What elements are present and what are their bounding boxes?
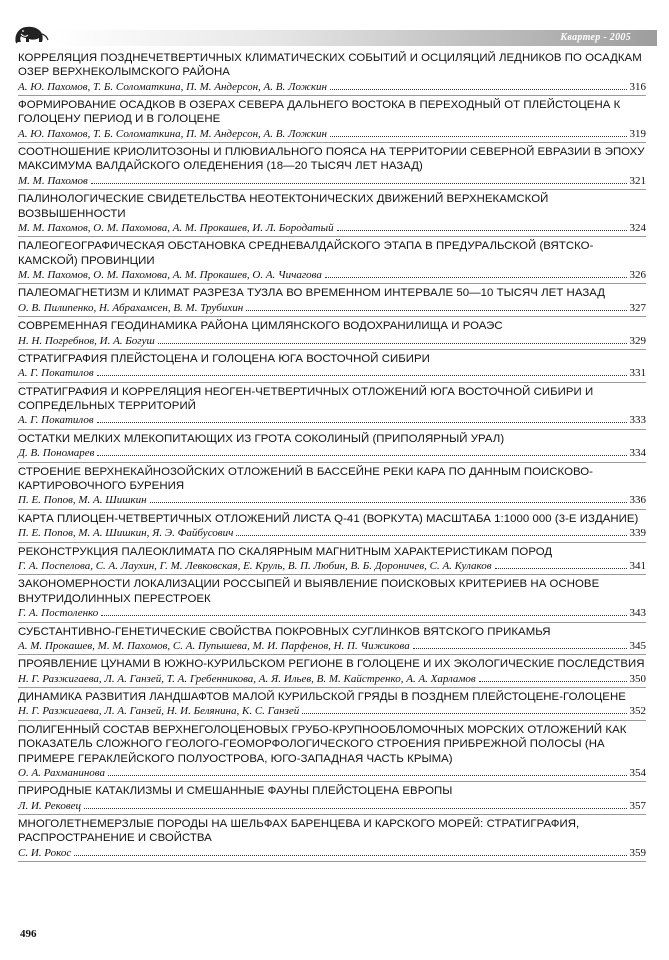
- article-title: СУБСТАНТИВНО-ГЕНЕТИЧЕСКИЕ СВОЙСТВА ПОКРОВНЫХ СУГЛИНКОВ ВЯТСКОГО ПРИКАМЬЯ: [18, 625, 551, 638]
- dot-leader: [158, 334, 627, 344]
- toc-entry: [18, 465, 646, 510]
- author-line: [18, 268, 646, 283]
- author-line: [18, 639, 646, 654]
- author-line: [18, 221, 646, 236]
- article-title: ПАЛЕОГЕОГРАФИЧЕСКАЯ ОБСТАНОВКА СРЕДНЕВАЛДАЙСКОГО ЭТАПА В ПРЕДУРАЛЬСКОЙ (ВЯТСКО-КАМСКОЙ) ПРОВИНЦИИ: [18, 240, 594, 267]
- article-authors: М. М. Пахомов: [18, 174, 88, 187]
- article-title: ПАЛИНОЛОГИЧЕСКИЕ СВИДЕТЕЛЬСТВА НЕОТЕКТОНИЧЕСКИХ ДВИЖЕНИЙ ВЕРХНЕКАМСКОЙ ВОЗВЫШЕННОСТИ: [18, 193, 549, 220]
- article-page-number: 359: [629, 846, 646, 859]
- article-authors: А. Ю. Пахомов, Т. Б. Соломаткина, П. М. Андерсон, А. В. Ложкин: [18, 127, 328, 140]
- article-authors: А. Ю. Пахомов, Т. Б. Соломаткина, П. М. Андерсон, А. В. Ложкин: [18, 80, 328, 93]
- running-header: [12, 24, 657, 48]
- article-page-number: 324: [629, 221, 646, 234]
- article-page-number: 316: [629, 80, 646, 93]
- article-page-number: 357: [629, 799, 646, 812]
- toc-entry: [18, 690, 646, 721]
- article-page-number: 326: [629, 268, 646, 281]
- article-title: ПРИРОДНЫЕ КАТАКЛИЗМЫ И СМЕШАННЫЕ ФАУНЫ ПЛЕЙСТОЦЕНА ЕВРОПЫ: [18, 785, 453, 798]
- article-title: ПОЛИГЕННЫЙ СОСТАВ ВЕРХНЕГОЛОЦЕНОВЫХ ГРУБО-КРУПНООБЛОМОЧНЫХ МОРСКИХ ОТЛОЖЕНИЙ КАК ПОКАЗАТЕЛЬ СЛОЖНОГО ГЕОЛОГО-ГЕОМОРФОЛОГИЧЕСКОГО СТРОЕНИЯ ПРИБРЕЖНОЙ ПОЛОСЫ (НА ПРИМЕРЕ ГЕРАКЛЕЙСКОГО ПОЛУОСТРОВА, ЮГО-ЗАПАДНАЯ ЧАСТЬ КРЫМА): [18, 723, 627, 765]
- author-line: [18, 493, 646, 508]
- article-authors: Г. А. Постоленко: [18, 607, 99, 620]
- article-title: РЕКОНСТРУКЦИЯ ПАЛЕОКЛИМАТА ПО СКАЛЯРНЫМ МАГНИТНЫМ ХАРАКТЕРИСТИКАМ ПОРОД: [18, 545, 553, 558]
- article-title: КАРТА ПЛИОЦЕН-ЧЕТВЕРТИЧНЫХ ОТЛОЖЕНИЙ ЛИСТА Q-41 (ВОРКУТА) МАСШТАБА 1:1000 000 (3-Е ИЗДАНИЕ): [18, 512, 639, 525]
- dot-leader: [479, 672, 627, 682]
- article-page-number: 336: [629, 494, 646, 507]
- article-page-number: 339: [629, 527, 646, 540]
- article-page-number: 327: [629, 301, 646, 314]
- article-page-number: 329: [629, 334, 646, 347]
- dot-leader: [413, 639, 627, 649]
- author-line: [18, 446, 646, 461]
- dot-leader: [84, 799, 627, 809]
- dot-leader: [302, 704, 626, 714]
- article-title: КОРРЕЛЯЦИЯ ПОЗДНЕЧЕТВЕРТИЧНЫХ КЛИМАТИЧЕСКИХ СОБЫТИЙ И ОСЦИЛЯЦИЙ ЛЕДНИКОВ ПО ОСАДКАМ ОЗЕР ВЕРХНЕКОЛЫМСКОГО РАЙОНА: [18, 52, 642, 79]
- toc-entry: [18, 432, 646, 463]
- dot-leader: [330, 127, 626, 137]
- toc-entry: [18, 784, 646, 815]
- dot-leader: [97, 413, 627, 423]
- article-page-number: 354: [629, 766, 646, 779]
- article-title: ФОРМИРОВАНИЕ ОСАДКОВ В ОЗЕРАХ СЕВЕРА ДАЛЬНЕГО ВОСТОКА В ПЕРЕХОДНЫЙ ОТ ПЛЕЙСТОЦЕНА К ГОЛОЦЕНУ ПЕРИОД И В ГОЛОЦЕНЕ: [18, 99, 621, 126]
- article-authors: А. Г. Покатилов: [18, 367, 94, 380]
- toc-entry: [18, 352, 646, 383]
- article-title: СТРОЕНИЕ ВЕРХНЕКАЙНОЗОЙСКИХ ОТЛОЖЕНИЙ В БАССЕЙНЕ РЕКИ КАРА ПО ДАННЫМ ПОИСКОВО-КАРТИРОВОЧНОГО БУРЕНИЯ: [18, 465, 594, 493]
- article-authors: А. М. Прокашев, М. М. Пахомов, С. А. Пупышева, М. И. Парфенов, Н. П. Чижикова: [18, 639, 410, 652]
- dot-leader: [91, 174, 627, 184]
- toc-entry: [18, 98, 646, 143]
- dot-leader: [236, 526, 626, 536]
- author-line: [18, 127, 646, 142]
- article-title: СООТНОШЕНИЕ КРИОЛИТОЗОНЫ И ПЛЮВИАЛЬНОГО ПОЯСА НА ТЕРРИТОРИИ СЕВЕРНОЙ ЕВРАЗИИ В ЭПОХУ МАКСИМУМА ВАЛДАЙСКОГО ОЛЕДЕНЕНИЯ (18—20 ТЫСЯЧ ЛЕТ НАЗАД): [18, 146, 645, 173]
- toc-entry: [18, 625, 646, 656]
- dot-leader: [325, 268, 627, 278]
- toc-entry: [18, 192, 646, 237]
- article-page-number: 333: [629, 414, 646, 427]
- article-title: СТРАТИГРАФИЯ ПЛЕЙСТОЦЕНА И ГОЛОЦЕНА ЮГА ВОСТОЧНОЙ СИБИРИ: [18, 353, 430, 366]
- article-page-number: 334: [629, 447, 646, 460]
- article-page-number: 321: [629, 174, 646, 187]
- author-line: [18, 301, 646, 316]
- article-authors: О. А. Рахманинова: [18, 766, 105, 779]
- author-line: [18, 846, 646, 861]
- article-authors: П. Е. Попов, М. А. Шишкин, Я. Э. Файбусович: [18, 527, 234, 540]
- article-title: ОСТАТКИ МЕЛКИХ МЛЕКОПИТАЮЩИХ ИЗ ГРОТА СОКОЛИНЫЙ (ПРИПОЛЯРНЫЙ УРАЛ): [18, 432, 505, 445]
- dot-leader: [97, 446, 626, 456]
- author-line: [18, 80, 646, 95]
- article-title: ПРОЯВЛЕНИЕ ЦУНАМИ В ЮЖНО-КУРИЛЬСКОМ РЕГИОНЕ В ГОЛОЦЕНЕ И ИХ ЭКОЛОГИЧЕСКИЕ ПОСЛЕДСТВИЯ: [18, 658, 645, 671]
- author-line: [18, 559, 646, 574]
- article-page-number: 331: [629, 367, 646, 380]
- dot-leader: [97, 366, 627, 376]
- author-line: [18, 704, 646, 719]
- author-line: [18, 606, 646, 621]
- article-authors: П. Е. Попов, М. А. Шишкин: [18, 494, 147, 507]
- article-authors: Н. Н. Погребнов, И. А. Богуш: [18, 334, 155, 347]
- dot-leader: [495, 559, 627, 569]
- article-page-number: 343: [629, 607, 646, 620]
- article-title: СОВРЕМЕННАЯ ГЕОДИНАМИКА РАЙОНА ЦИМЛЯНСКОГО ВОДОХРАНИЛИЩА И РОАЭС: [18, 320, 503, 333]
- dot-leader: [330, 80, 626, 90]
- toc-entry: [18, 723, 646, 782]
- dot-leader: [101, 606, 626, 616]
- dot-leader: [337, 221, 627, 231]
- article-authors: О. В. Пилипенко, Н. Абрахамсен, В. М. Трубихин: [18, 301, 244, 314]
- toc-entry: [18, 577, 646, 622]
- article-title: ПАЛЕОМАГНЕТИЗМ И КЛИМАТ РАЗРЕЗА ТУЗЛА ВО ВРЕМЕННОМ ИНТЕРВАЛЕ 50—10 ТЫСЯЧ ЛЕТ НАЗАД: [18, 287, 606, 300]
- article-authors: М. М. Пахомов, О. М. Пахомова, А. М. Прокашев, И. Л. Бородатый: [18, 221, 334, 234]
- author-line: [18, 334, 646, 349]
- article-authors: Н. Г. Разжигаева, Л. А. Ганзей, Т. А. Гребенникова, А. Я. Ильев, В. М. Кайстренко, А. А. Харламов: [18, 672, 476, 685]
- article-page-number: 319: [629, 127, 646, 140]
- page-number: 496: [20, 928, 37, 940]
- toc-entry: [18, 385, 646, 430]
- article-authors: Л. И. Рековец: [18, 799, 81, 812]
- toc-entry: [18, 319, 646, 350]
- toc-entry: [18, 545, 646, 576]
- dot-leader: [150, 493, 627, 503]
- article-authors: Г. А. Поспелова, С. А. Лаухин, Г. М. Левковская, Е. Круль, В. П. Любин, В. Б. Дороничев, С. А. Кулаков: [18, 559, 492, 572]
- journal-label: Квартер - 2005: [560, 32, 631, 43]
- article-authors: М. М. Пахомов, О. М. Пахомова, А. М. Прокашев, О. А. Чичагова: [18, 268, 322, 281]
- article-page-number: 341: [629, 559, 646, 572]
- article-title: СТРАТИГРАФИЯ И КОРРЕЛЯЦИЯ НЕОГЕН-ЧЕТВЕРТИЧНЫХ ОТЛОЖЕНИЙ ЮГА ВОСТОЧНОЙ СИБИРИ И СОПРЕДЕЛЬНЫХ ТЕРРИТОРИЙ: [18, 385, 594, 413]
- toc-entry: [18, 657, 646, 688]
- article-title: ЗАКОНОМЕРНОСТИ ЛОКАЛИЗАЦИИ РОССЫПЕЙ И ВЫЯВЛЕНИЕ ПОИСКОВЫХ КРИТЕРИЕВ НА ОСНОВЕ ВНУТРИДОЛИННЫХ ПЕРЕСТРОЕК: [18, 578, 600, 605]
- article-page-number: 350: [629, 672, 646, 685]
- author-line: [18, 174, 646, 189]
- dot-leader: [246, 301, 626, 311]
- toc-entry: [18, 239, 646, 284]
- dot-leader: [108, 766, 627, 776]
- toc-entry: [18, 512, 646, 543]
- article-authors: Н. Г. Разжигаева, Л. А. Ганзей, Н. И. Белянина, К. С. Ганзей: [18, 705, 300, 718]
- article-authors: Д. В. Пономарев: [18, 447, 95, 460]
- toc-entry: [18, 286, 646, 317]
- table-of-contents: [18, 51, 646, 864]
- article-title: МНОГОЛЕТНЕМЕРЗЛЫЕ ПОРОДЫ НА ШЕЛЬФАХ БАРЕНЦЕВА И КАРСКОГО МОРЕЙ: СТРАТИГРАФИЯ, РАСПРОСТРАНЕНИЕ И СВОЙСТВА: [18, 818, 580, 845]
- author-line: [18, 526, 646, 541]
- article-authors: С. И. Рокос: [18, 846, 72, 859]
- toc-entry: [18, 817, 646, 862]
- author-line: [18, 413, 646, 428]
- author-line: [18, 766, 646, 781]
- author-line: [18, 799, 646, 814]
- toc-entry: [18, 51, 646, 96]
- toc-entry: [18, 145, 646, 190]
- article-authors: А. Г. Покатилов: [18, 414, 94, 427]
- author-line: [18, 366, 646, 381]
- article-page-number: 345: [629, 639, 646, 652]
- author-line: [18, 672, 646, 687]
- article-title: ДИНАМИКА РАЗВИТИЯ ЛАНДШАФТОВ МАЛОЙ КУРИЛЬСКОЙ ГРЯДЫ В ПОЗДНЕМ ПЛЕЙСТОЦЕНЕ-ГОЛОЦЕНЕ: [18, 691, 626, 704]
- article-page-number: 352: [629, 705, 646, 718]
- mammoth-logo-icon: [12, 22, 50, 46]
- dot-leader: [74, 846, 626, 856]
